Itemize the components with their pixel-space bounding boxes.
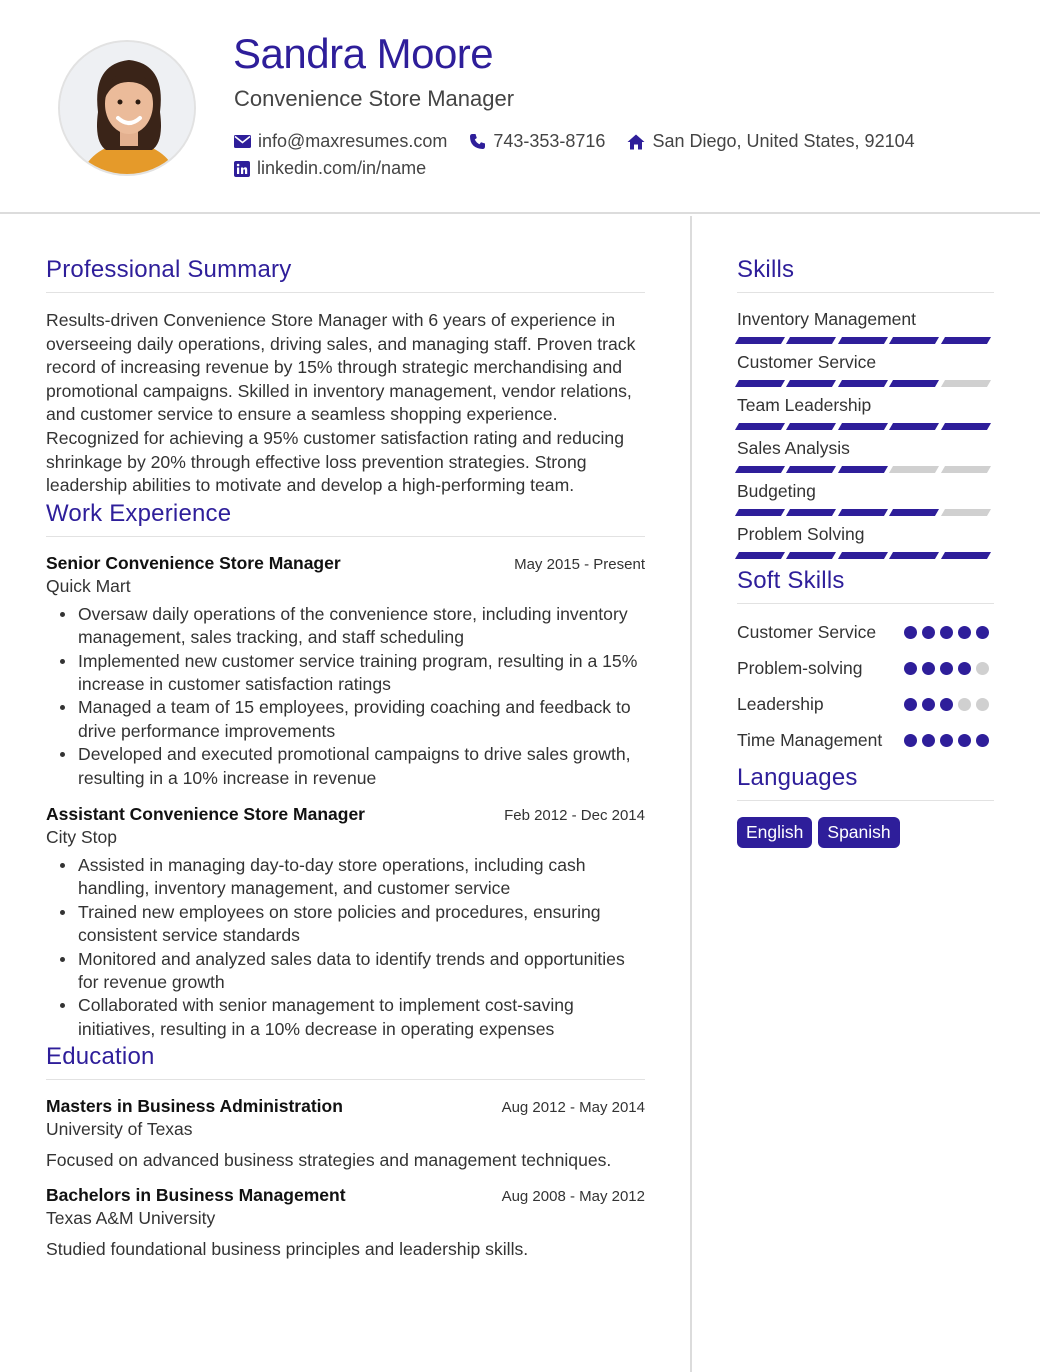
skill-item xyxy=(737,438,994,473)
main-column xyxy=(46,256,645,1274)
job-bullet: Oversaw daily operations of the convenience store, including inventory management, sales tracking, and staff scheduling xyxy=(46,603,645,650)
soft-skill-item xyxy=(737,692,994,722)
skill-name: Problem Solving xyxy=(737,524,865,544)
skill-level-segment xyxy=(735,380,785,387)
job-bullet: Collaborated with senior management to implement cost-saving initiatives, resulting in a 10% decrease in operating expenses xyxy=(46,994,645,1041)
soft-skill-rating-dot xyxy=(976,698,989,711)
contact-email[interactable] xyxy=(234,131,447,152)
skill-level-segment xyxy=(941,337,991,344)
skill-item xyxy=(737,309,994,344)
column-divider xyxy=(690,216,692,1372)
job-bullet: Developed and executed promotional campaigns to drive sales growth, resulting in a 10% increase in revenue xyxy=(46,743,645,790)
soft-skill-rating-dot xyxy=(922,626,935,639)
candidate-name: Sandra Moore xyxy=(233,30,494,77)
skill-level-segment xyxy=(838,337,888,344)
resume-header xyxy=(0,0,1040,214)
linkedin-icon xyxy=(234,161,250,177)
skill-level-segment xyxy=(786,423,836,430)
job-date: Feb 2012 - Dec 2014 xyxy=(504,807,645,824)
soft-skill-rating-dot xyxy=(904,734,917,747)
skill-level-segment xyxy=(735,509,785,516)
soft-skill-name: Leadership xyxy=(737,694,824,714)
education-date: Aug 2008 - May 2012 xyxy=(501,1188,645,1206)
soft-skill-rating-dot xyxy=(922,698,935,711)
skill-level-bar xyxy=(737,466,994,473)
soft-skill-rating-dot xyxy=(904,626,917,639)
soft-skill-rating-dot xyxy=(958,626,971,639)
soft-skill-rating-dot xyxy=(958,734,971,747)
skill-level-bar xyxy=(737,337,994,344)
skill-level-segment xyxy=(941,552,991,559)
skill-level-segment xyxy=(941,509,991,516)
summary-section xyxy=(46,256,645,498)
language-tag: English xyxy=(737,817,812,848)
education-entry xyxy=(46,1096,645,1171)
candidate-title: Convenience Store Manager xyxy=(234,86,515,111)
home-icon xyxy=(627,134,645,150)
skill-level-segment xyxy=(786,380,836,387)
profile-photo-illustration xyxy=(60,42,196,176)
soft-skill-rating-dot xyxy=(940,698,953,711)
skill-level-segment xyxy=(889,466,939,473)
soft-skill-rating xyxy=(904,728,994,758)
skill-level-segment xyxy=(786,509,836,516)
contact-location xyxy=(627,131,914,152)
skill-level-segment xyxy=(889,509,939,516)
soft-skill-rating xyxy=(904,692,994,722)
skill-name: Inventory Management xyxy=(737,309,916,329)
skill-level-segment xyxy=(889,552,939,559)
skill-item xyxy=(737,481,994,516)
skill-level-segment xyxy=(838,509,888,516)
soft-skill-rating-dot xyxy=(940,662,953,675)
language-tag: Spanish xyxy=(818,817,899,848)
languages-section xyxy=(737,764,994,848)
education-description: Studied foundational business principles and leadership skills. xyxy=(46,1239,529,1260)
soft-skill-rating-dot xyxy=(958,698,971,711)
skills-list xyxy=(737,309,994,559)
skill-level-segment xyxy=(838,552,888,559)
contact-info xyxy=(234,128,937,182)
location-text: San Diego, United States, 92104 xyxy=(652,131,915,151)
soft-skill-rating xyxy=(904,620,994,650)
soft-skill-rating-dot xyxy=(922,734,935,747)
skill-level-segment xyxy=(941,466,991,473)
education-degree: Masters in Business Administration xyxy=(46,1096,343,1117)
education-school: University of Texas xyxy=(46,1119,193,1140)
skill-level-segment xyxy=(786,552,836,559)
soft-skill-name: Time Management xyxy=(737,730,883,750)
soft-skill-rating-dot xyxy=(976,662,989,675)
job-bullet: Managed a team of 15 employees, providing coaching and feedback to drive performance improvements xyxy=(46,696,645,743)
skill-level-segment xyxy=(838,380,888,387)
skills-section xyxy=(737,256,994,559)
skill-level-bar xyxy=(737,509,994,516)
soft-skill-rating-dot xyxy=(976,626,989,639)
job-bullet: Monitored and analyzed sales data to identify trends and opportunities for revenue growth xyxy=(46,948,645,995)
soft-skill-rating-dot xyxy=(940,626,953,639)
skills-heading: Skills xyxy=(737,256,994,293)
contact-phone[interactable] xyxy=(469,131,605,152)
phone-icon xyxy=(469,133,486,150)
job-date: May 2015 - Present xyxy=(514,555,645,573)
skill-level-segment xyxy=(889,337,939,344)
email-text[interactable]: info@maxresumes.com xyxy=(258,131,448,151)
job-bullet: Implemented new customer service training program, resulting in a 15% increase in customer satisfaction ratings xyxy=(46,650,645,697)
sidebar-column xyxy=(737,256,994,848)
soft-skill-rating xyxy=(904,656,994,686)
summary-text: Results-driven Convenience Store Manager with 6 years of experience in overseeing daily operations, driving sales, and managing staff. Proven track record of increasing revenue by 15% through strategic merchandising and promotional campaigns. Skilled in inventory management, vendor relations, and customer service to ensure a seamless shopping experience. Recognized for achieving a 95% customer satisfaction rating and reducing shrinkage by 20% through effective loss prevention strategies. Strong leadership abilities to motivate and develop a high-performing team. xyxy=(46,310,636,496)
skill-level-bar xyxy=(737,380,994,387)
education-entry xyxy=(46,1185,645,1260)
phone-text[interactable]: 743-353-8716 xyxy=(493,131,606,151)
job-entry xyxy=(46,804,645,1041)
education-school: Texas A&M University xyxy=(46,1208,216,1229)
job-bullet: Assisted in managing day-to-day store operations, including cash handling, inventory management, and customer service xyxy=(46,854,645,901)
soft-skills-heading: Soft Skills xyxy=(737,567,994,604)
job-title: Assistant Convenience Store Manager xyxy=(46,804,365,824)
skill-level-segment xyxy=(941,423,991,430)
skill-level-segment xyxy=(941,380,991,387)
skill-level-bar xyxy=(737,423,994,430)
skill-level-segment xyxy=(889,423,939,430)
soft-skill-rating-dot xyxy=(904,662,917,675)
education-heading: Education xyxy=(46,1043,645,1080)
soft-skill-name: Problem-solving xyxy=(737,658,863,678)
soft-skill-rating-dot xyxy=(958,662,971,675)
skill-level-segment xyxy=(838,423,888,430)
profile-photo xyxy=(58,40,196,176)
skill-level-segment xyxy=(735,423,785,430)
soft-skill-name: Customer Service xyxy=(737,622,877,642)
linkedin-text[interactable]: linkedin.com/in/name xyxy=(257,158,427,178)
languages-heading: Languages xyxy=(737,764,994,801)
skill-level-bar xyxy=(737,552,994,559)
skill-item xyxy=(737,524,994,559)
soft-skill-item xyxy=(737,620,994,650)
skill-name: Customer Service xyxy=(737,352,877,372)
soft-skill-item xyxy=(737,656,994,686)
contact-linkedin[interactable] xyxy=(234,158,426,179)
job-company: Quick Mart xyxy=(46,575,131,596)
job-entry xyxy=(46,553,645,790)
experience-heading: Work Experience xyxy=(46,500,645,537)
skill-level-segment xyxy=(889,380,939,387)
education-section xyxy=(46,1043,645,1260)
job-title: Senior Convenience Store Manager xyxy=(46,552,341,573)
soft-skills-section xyxy=(737,567,994,758)
job-bullets xyxy=(46,603,645,790)
soft-skill-rating-dot xyxy=(940,734,953,747)
skill-level-segment xyxy=(735,337,785,344)
soft-skill-rating-dot xyxy=(922,662,935,675)
skill-item xyxy=(737,352,994,387)
languages-list xyxy=(737,817,994,848)
experience-section xyxy=(46,500,645,1042)
skill-level-segment xyxy=(735,552,785,559)
envelope-icon xyxy=(234,135,251,148)
job-bullets xyxy=(46,854,645,1041)
summary-heading: Professional Summary xyxy=(46,256,645,293)
job-company: City Stop xyxy=(46,827,117,847)
education-degree: Bachelors in Business Management xyxy=(46,1185,346,1206)
education-description: Focused on advanced business strategies and management techniques. xyxy=(46,1150,612,1171)
soft-skill-rating-dot xyxy=(976,734,989,747)
skill-level-segment xyxy=(786,466,836,473)
education-date: Aug 2012 - May 2014 xyxy=(501,1099,645,1117)
skill-name: Team Leadership xyxy=(737,395,872,415)
soft-skill-item xyxy=(737,728,994,758)
skill-level-segment xyxy=(735,466,785,473)
skill-name: Sales Analysis xyxy=(737,438,850,458)
job-bullet: Trained new employees on store policies and procedures, ensuring consistent service standards xyxy=(46,901,645,948)
skill-level-segment xyxy=(786,337,836,344)
soft-skills-list xyxy=(737,620,994,758)
skill-name: Budgeting xyxy=(737,481,816,501)
soft-skill-rating-dot xyxy=(904,698,917,711)
skill-item xyxy=(737,395,994,430)
skill-level-segment xyxy=(838,466,888,473)
